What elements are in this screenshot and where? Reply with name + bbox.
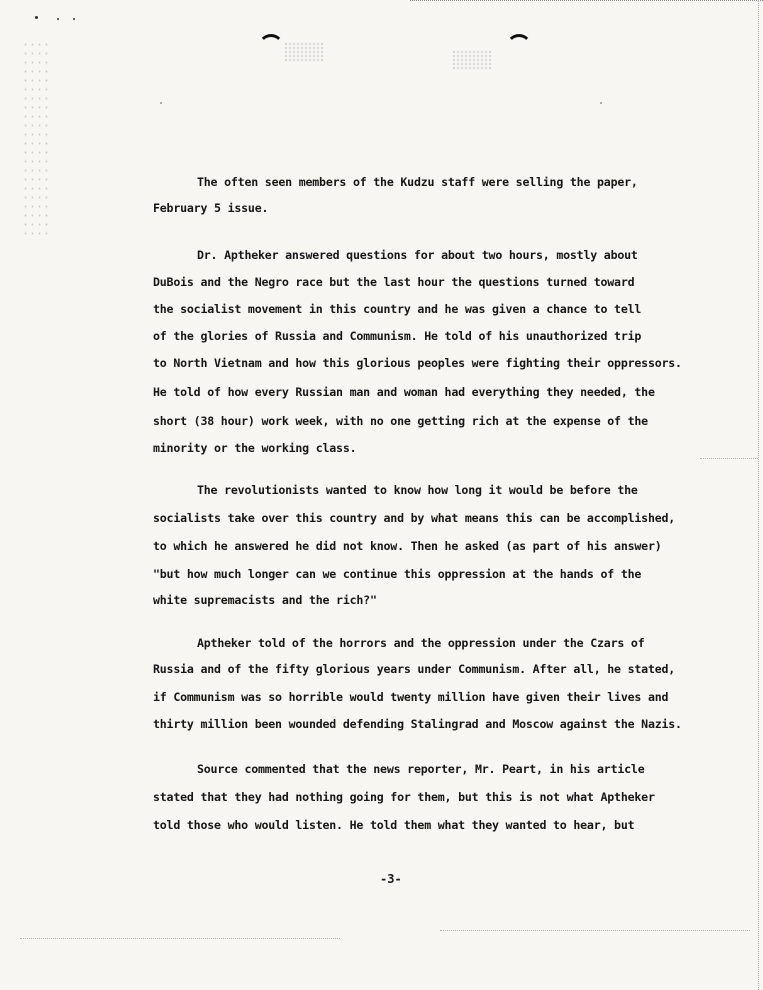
scan-line xyxy=(20,938,340,939)
paragraph-2-line-7: short (38 hour) work week, with no one getting rich at the expense of the xyxy=(153,414,648,428)
paragraph-3-line-4: "but how much longer can we continue this oppression at the hands of the xyxy=(153,567,642,581)
paragraph-5-line-2: stated that they had nothing going for them, but this is not what Aptheker xyxy=(153,790,655,804)
paragraph-2-line-2: DuBois and the Negro race but the last hour the questions turned toward xyxy=(153,275,635,289)
scan-speck xyxy=(160,102,162,104)
paragraph-4-line-2: Russia and of the fifty glorious years under Communism. After all, he stated, xyxy=(153,662,676,676)
paragraph-3-line-1: The revolutionists wanted to know how long it would be before the xyxy=(197,483,638,497)
paragraph-5-line-1: Source commented that the news reporter, Mr. Peart, in his article xyxy=(197,762,645,776)
paragraph-3-line-5: white supremacists and the rich?" xyxy=(153,593,377,607)
paragraph-3-line-2: socialists take over this country and by what means this can be accomplished, xyxy=(153,511,676,525)
scan-line xyxy=(440,930,750,931)
punch-hole-mark-right xyxy=(506,34,532,60)
scan-speck xyxy=(73,18,75,20)
page-number: -3- xyxy=(380,872,402,886)
paragraph-4-line-4: thirty million been wounded defending Stalingrad and Moscow against the Nazis. xyxy=(153,717,682,731)
paragraph-2-line-1: Dr. Aptheker answered questions for about two hours, mostly about xyxy=(197,248,638,262)
scan-speck xyxy=(35,16,38,19)
scan-speck xyxy=(57,18,59,20)
punch-hole-right xyxy=(452,50,492,70)
paragraph-2-line-3: the socialist movement in this country and he was given a chance to tell xyxy=(153,302,642,316)
paragraph-4-line-1: Aptheker told of the horrors and the oppression under the Czars of xyxy=(197,636,645,650)
punch-hole-mark-left xyxy=(258,34,284,60)
scan-line xyxy=(700,458,758,459)
paragraph-4-line-3: if Communism was so horrible would twenty million have given their lives and xyxy=(153,690,669,704)
scan-edge-right xyxy=(758,0,759,990)
paragraph-2-line-8: minority or the working class. xyxy=(153,441,357,455)
margin-noise xyxy=(22,40,52,240)
paragraph-2-line-4: of the glories of Russia and Communism. He told of his unauthorized trip xyxy=(153,329,642,343)
paragraph-2-line-5: to North Vietnam and how this glorious peoples were fighting their oppressors. xyxy=(153,356,682,370)
scan-edge-top xyxy=(410,0,763,1)
paragraph-3-line-3: to which he answered he did not know. Then he asked (as part of his answer) xyxy=(153,539,662,553)
paragraph-2-line-6: He told of how every Russian man and woman had everything they needed, the xyxy=(153,385,655,399)
scan-speck xyxy=(600,102,602,104)
paragraph-5-line-3: told those who would listen. He told them what they wanted to hear, but xyxy=(153,818,635,832)
paragraph-1-line-2: February 5 issue. xyxy=(153,201,269,215)
paragraph-1-line-1: The often seen members of the Kudzu staff were selling the paper, xyxy=(197,175,638,189)
punch-hole-left xyxy=(284,42,324,62)
